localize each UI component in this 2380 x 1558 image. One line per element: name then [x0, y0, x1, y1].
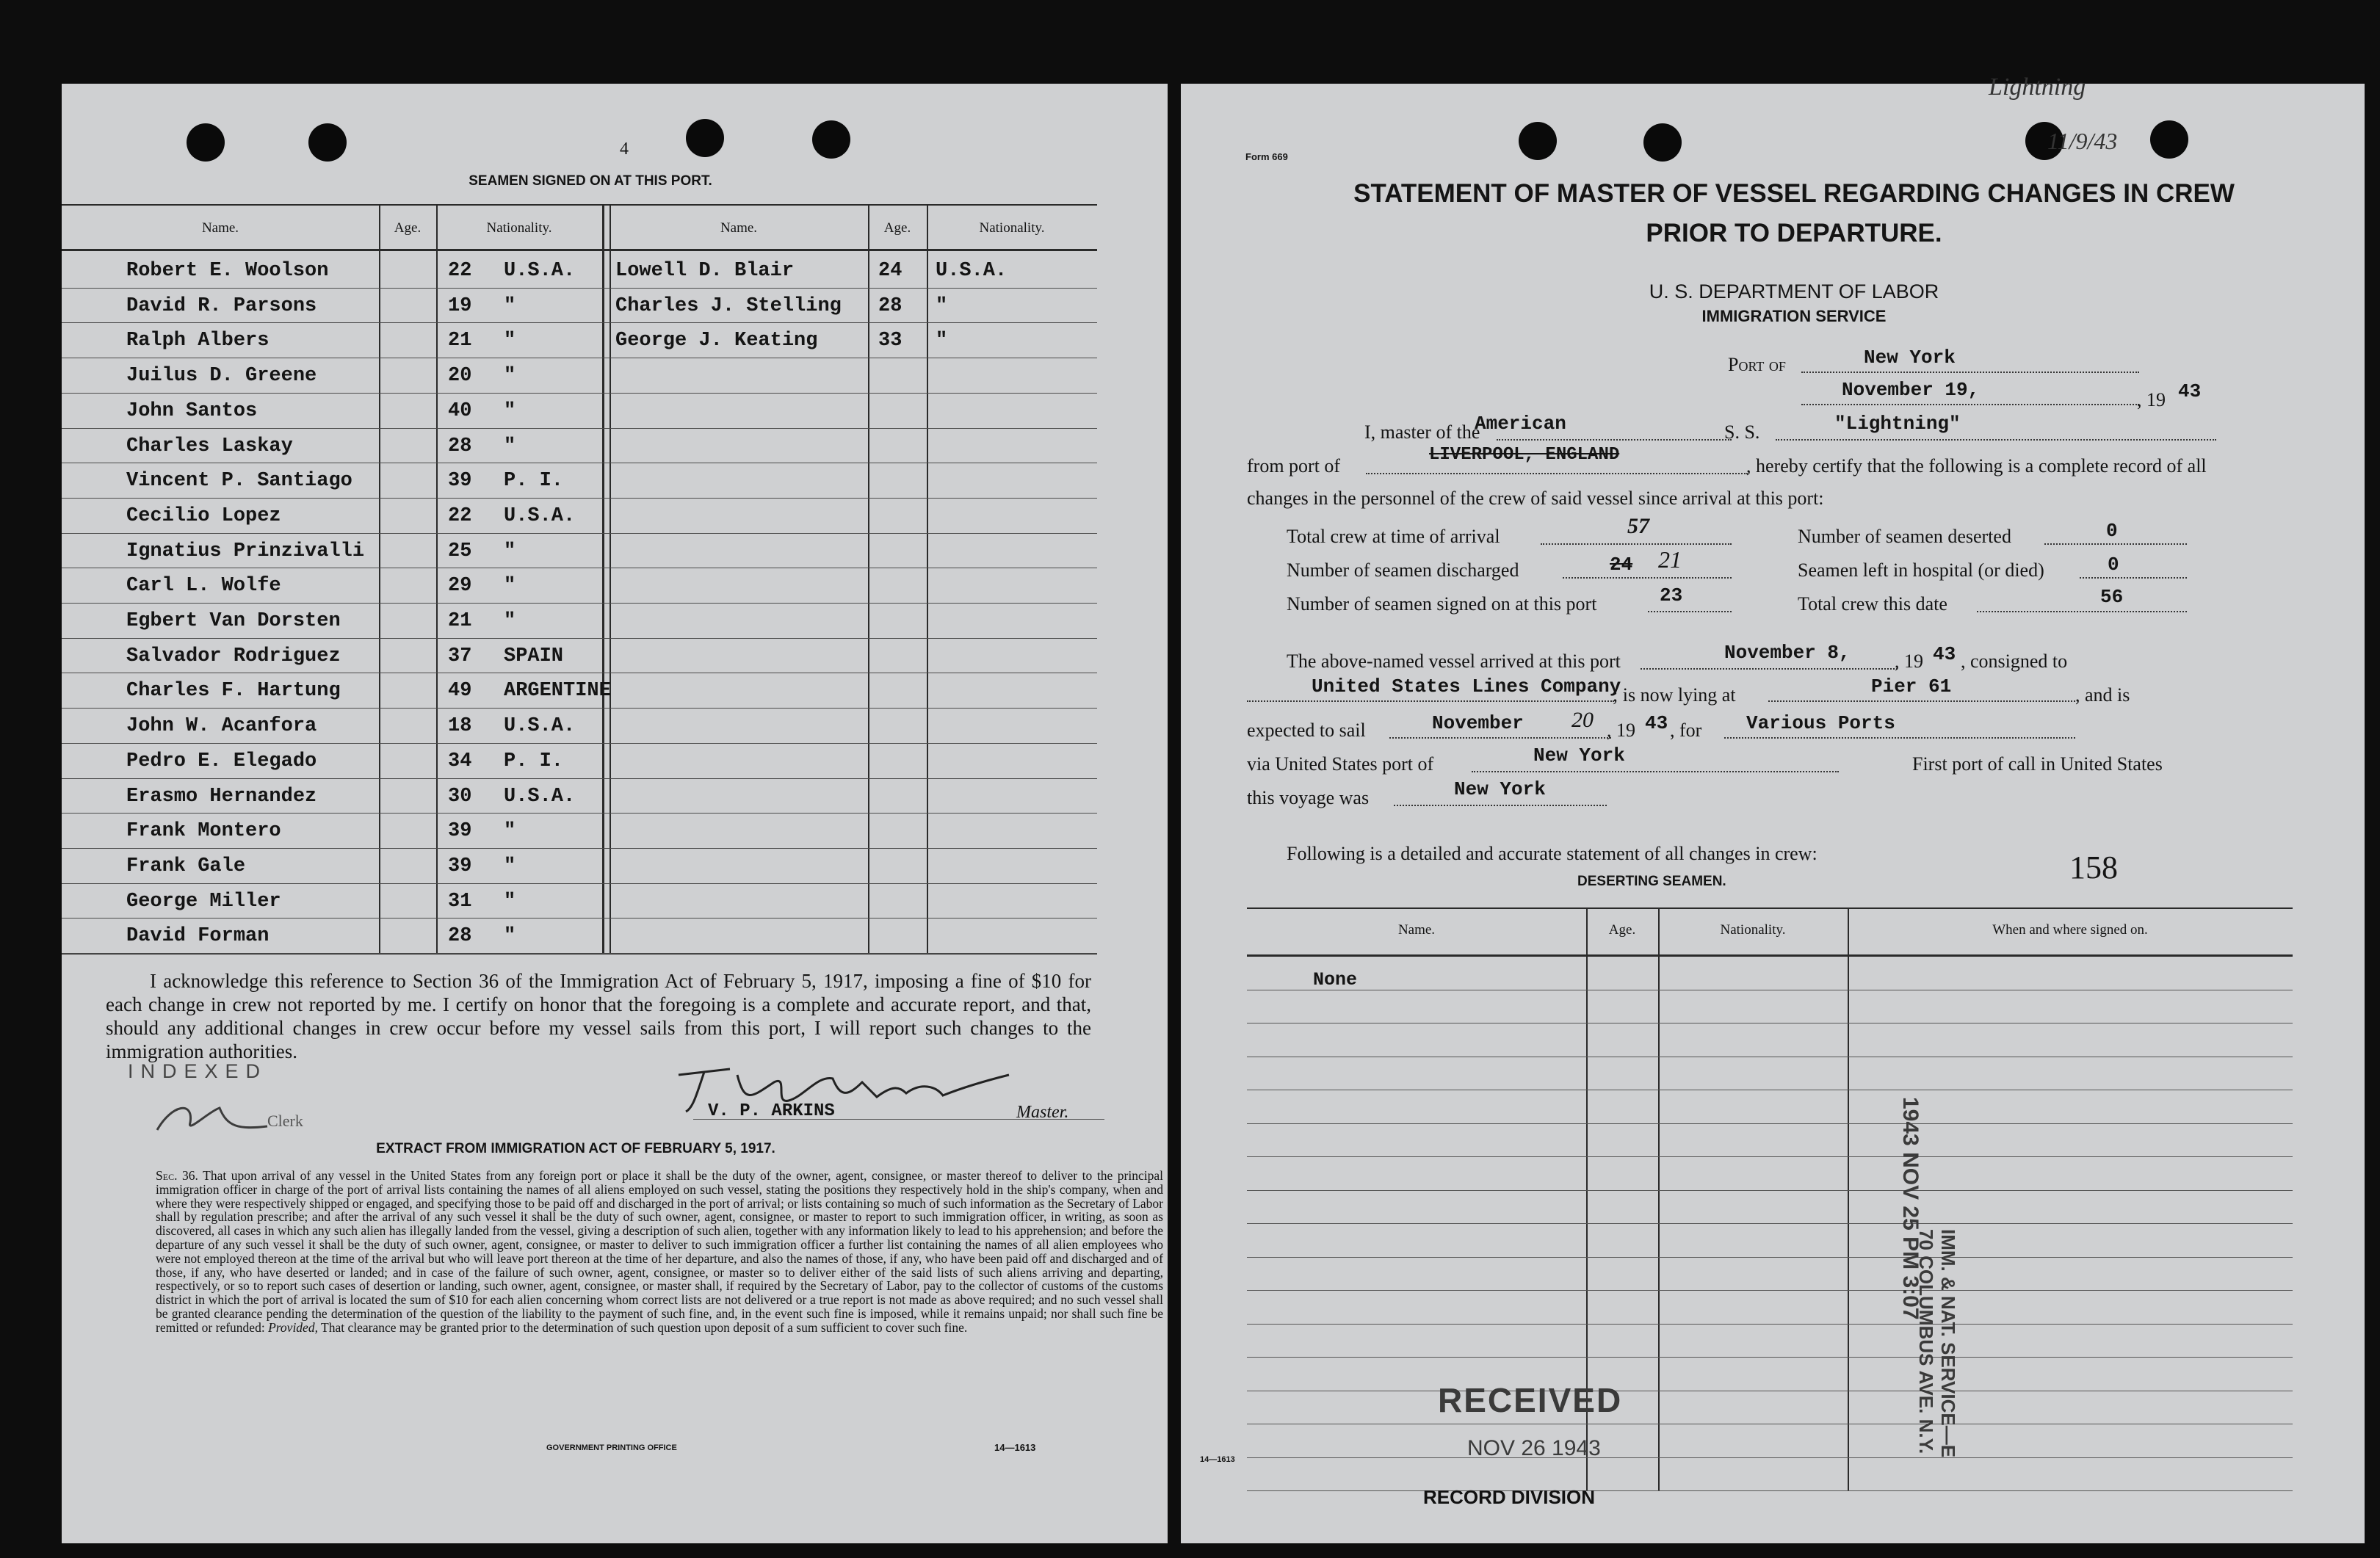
seaman-name: Charles J. Stelling [615, 294, 842, 317]
col-header-nationality: Nationality. [486, 220, 552, 236]
seaman-age: 25 [448, 540, 472, 562]
seaman-nationality: " [936, 294, 948, 317]
seaman-nationality: " [504, 540, 516, 562]
desert-col-age: Age. [1608, 922, 1636, 938]
seaman-age: 19 [448, 294, 472, 317]
seaman-age: 29 [448, 575, 472, 598]
year-value: 43 [2178, 380, 2202, 402]
seaman-age: 22 [448, 504, 472, 527]
handwritten-date: 11/9/43 [2047, 128, 2118, 154]
extract-title: EXTRACT FROM IMMIGRATION ACT OF FEBRUARY 5, 1917. [376, 1141, 775, 1156]
voyage-label: this voyage was [1247, 787, 1370, 808]
seaman-name: Ralph Albers [126, 330, 270, 352]
table-title: SEAMEN SIGNED ON AT THIS PORT. [469, 173, 712, 189]
seaman-age: 39 [448, 820, 472, 843]
desert-entry: None [1313, 969, 1358, 990]
from-port-label: from port of [1247, 455, 1341, 477]
destination: Various Ports [1746, 712, 1895, 734]
deserted-value: 0 [2106, 520, 2118, 542]
for-label: , for [1670, 720, 1702, 741]
following-label: Following is a detailed and accurate statement of all changes in crew: [1287, 843, 1817, 864]
printing-office: GOVERNMENT PRINTING OFFICE [546, 1443, 677, 1452]
seaman-nationality: U.S.A. [504, 715, 576, 738]
consignee: United States Lines Company [1312, 675, 1621, 698]
seaman-nationality: SPAIN [504, 645, 564, 667]
seaman-name: Charles Laskay [126, 435, 293, 457]
deserted-label: Number of seamen deserted [1798, 526, 2011, 547]
seaman-name: Cecilio Lopez [126, 504, 281, 527]
seaman-age: 39 [448, 855, 472, 877]
discharged-correction: 21 [1658, 546, 1682, 573]
col-header-nationality: Nationality. [979, 220, 1045, 236]
seaman-name: Vincent P. Santiago [126, 470, 352, 493]
sec-label: Sec. 36. [156, 1168, 198, 1183]
seaman-name: John Santos [126, 399, 258, 422]
total-crew-date-label: Total crew this date [1798, 593, 1947, 615]
sail-date: November [1432, 712, 1524, 734]
col-header-name: Name. [720, 220, 758, 236]
seaman-age: 34 [448, 750, 472, 772]
hospital-label: Seamen left in hospital (or died) [1798, 559, 2044, 581]
seaman-nationality: " [504, 890, 516, 913]
seaman-name: David R. Parsons [126, 294, 317, 317]
from-port-value: LIVERPOOL, ENGLAND [1429, 445, 1620, 465]
datetime-stamp: 1943 NOV 25 PM 3:07 [1898, 1097, 1923, 1320]
seaman-name: Lowell D. Blair [615, 260, 795, 282]
seaman-age: 18 [448, 715, 472, 738]
col-header-age: Age. [883, 220, 911, 236]
received-date: NOV 26 1943 [1467, 1436, 1601, 1460]
punch-hole [2150, 120, 2188, 159]
discharged-label: Number of seamen discharged [1287, 559, 1519, 581]
col-header-name: Name. [201, 220, 239, 236]
seaman-nationality: U.S.A. [504, 504, 576, 527]
seaman-age: 21 [448, 330, 472, 352]
seaman-nationality: " [504, 820, 516, 843]
seaman-age: 40 [448, 399, 472, 422]
seaman-nationality: ARGENTINE [504, 680, 611, 703]
extract-section-36 [156, 1169, 1163, 1335]
port-label: Port of [1728, 354, 1786, 375]
deserting-header: DESERTING SEAMEN. [1577, 874, 1726, 889]
arrived-value: November 8, [1724, 642, 1851, 664]
seaman-nationality: " [504, 855, 516, 877]
left-page [62, 84, 1168, 1543]
seaman-age: 49 [448, 680, 472, 703]
seaman-name: Egbert Van Dorsten [126, 610, 341, 632]
stamp-line-1: IMM. & NAT. SERVICE—E [1937, 1229, 1959, 1458]
seaman-name: Salvador Rodriguez [126, 645, 341, 667]
punch-hole [686, 119, 724, 157]
consigned-label: , consigned to [1961, 651, 2068, 672]
total-crew-date: 56 [2100, 586, 2124, 608]
right-page [1181, 73, 2365, 1543]
seaman-name: Frank Montero [126, 820, 281, 843]
seaman-nationality: " [504, 365, 516, 388]
record-division: RECORD DIVISION [1423, 1486, 1596, 1508]
master-of-label: I, master of the [1364, 421, 1480, 443]
sail-year-prefix: , 19 [1607, 720, 1635, 741]
seaman-nationality: U.S.A. [936, 260, 1008, 282]
seaman-nationality: P. I. [504, 750, 564, 772]
changes-text: changes in the personnel of the crew of said vessel since arrival at this port: [1247, 488, 1824, 509]
seaman-name: George Miller [126, 890, 281, 913]
arrived-label: The above-named vessel arrived at this port [1287, 651, 1621, 672]
expected-label: expected to sail [1247, 720, 1366, 741]
desert-col-name: Name. [1397, 922, 1436, 938]
clerk-initials-signature [150, 1090, 275, 1141]
seaman-nationality: " [504, 435, 516, 457]
seaman-nationality: " [504, 610, 516, 632]
seaman-age: 21 [448, 610, 472, 632]
seaman-age: 30 [448, 785, 472, 808]
seaman-age: 24 [878, 260, 903, 282]
seaman-age: 39 [448, 470, 472, 493]
sail-year: 43 [1645, 712, 1668, 734]
seaman-nationality: U.S.A. [504, 260, 576, 282]
and-is: , and is [2075, 684, 2130, 706]
page-number: 4 [620, 140, 629, 159]
form-number: Form 669 [1245, 151, 1288, 162]
first-port-label: First port of call in United States [1912, 753, 2163, 775]
seaman-name: Carl L. Wolfe [126, 575, 281, 598]
acknowledgement-text: I acknowledge this reference to Section 36 of the Immigration Act of February 5, 1917, imposing a fine of $10 for each change in crew not reported by me. I certify on honor that the foregoing is a complete and accurate report, and that, should any additional changes in crew occur before my vessel sails from this port, I will report such changes to the immigration authorities. [106, 970, 1091, 1062]
pier: Pier 61 [1871, 675, 1952, 698]
punch-hole [1519, 122, 1557, 160]
col-header-age: Age. [394, 220, 422, 236]
discharged-value: 24 [1610, 554, 1633, 576]
seaman-name: George J. Keating [615, 330, 818, 352]
seaman-nationality: " [936, 330, 948, 352]
vessel-name: "Lightning" [1834, 413, 1961, 435]
form-title-line2: PRIOR TO DEPARTURE. [1646, 219, 1942, 247]
first-port: New York [1454, 778, 1546, 800]
form-code: 14—1613 [994, 1442, 1036, 1453]
seaman-nationality: " [504, 330, 516, 352]
clerk-label: Clerk [267, 1112, 303, 1130]
seaman-age: 22 [448, 260, 472, 282]
proviso-label: Provided, [268, 1319, 318, 1335]
seaman-name: Charles F. Hartung [126, 680, 341, 703]
total-crew-arrival: 57 [1627, 514, 1649, 538]
hospital-value: 0 [2108, 554, 2119, 576]
seaman-nationality: " [504, 575, 516, 598]
form-code: 14—1613 [1200, 1455, 1235, 1464]
extract-text: That upon arrival of any vessel in the United States from any foreign port or place it shall be the duty of the owner, agent, consignee, or master thereof to deliver to the principal immigration officer in charge of the port of arrival lists containing the names of all aliens employed on such vessel, stating the positions they respectively hold in the ship's company, when and where they were respectively shipped or engaged, and specifying those to be paid off and discharged in the port of arrival; or lists containing so much of such information as the Secretary of Labor shall by regulation prescribe; and after the arrival of any such vessel it shall be the duty of such owner, agent, consignee, or master to report to such immigration officer, in writing, as soon as discovered, all cases in which any such alien has illegally landed from the vessel, giving a description of such alien, together with any information likely to lead to his apprehension; and before the departure of any such vessel it shall be the duty of such owner, agent, consignee, or master to deliver to such immigration officer a further list containing the names of all alien employees who were not employed thereon at the time of the arrival but who will leave port thereon at the time of her departure, and also the names of those, if any, who have been paid off and discharged and of those, if any, who have deserted or landed; and in case of the failure of such owner, agent, consignee, or master so to deliver either of the said lists of such aliens arriving and departing, respectively, or so to report such cases of desertion or landing, such owner, agent, consignee, or master shall, if required by the Secretary of Labor, pay to the collector of customs of the customs district in which the port of arrival is located the sum of $10 for each alien concerning whom correct lists are not delivered or a true report is not made as above required; and no such vessel shall be granted clearance pending the determination of the question of the liability to the payment of such fine, and, in the event such fine is imposed, while it remains unpaid; nor shall such fine be remitted or refunded: [156, 1168, 1163, 1335]
certify-text: , hereby certify that the following is a complete record of all [1746, 455, 2207, 477]
lying-label: ; is now lying at [1613, 684, 1736, 706]
seaman-name: Erasmo Hernandez [126, 785, 317, 808]
document-number: 158 [2069, 849, 2118, 885]
via-label: via United States port of [1247, 753, 1434, 775]
seaman-nationality: U.S.A. [504, 785, 576, 808]
proviso-text: That clearance may be granted prior to the determination of such question upon deposit of a sum sufficient to cover such fine. [321, 1319, 968, 1335]
service: IMMIGRATION SERVICE [1701, 307, 1887, 325]
seaman-age: 20 [448, 365, 472, 388]
seaman-name: Robert E. Woolson [126, 260, 329, 282]
seaman-age: 33 [878, 330, 903, 352]
signed-on-value: 23 [1660, 584, 1683, 606]
via-port: New York [1533, 744, 1625, 767]
desert-col-signed-on: When and where signed on. [1992, 922, 2148, 938]
seaman-name: John W. Acanfora [126, 715, 317, 738]
seaman-nationality: P. I. [504, 470, 564, 493]
arrived-year-prefix: , 19 [1895, 651, 1923, 672]
seaman-nationality: " [504, 925, 516, 948]
form-title-line1: STATEMENT OF MASTER OF VESSEL REGARDING CHANGES IN CREW [1353, 179, 2235, 208]
seaman-age: 28 [448, 435, 472, 457]
year-prefix: , 19 [2137, 389, 2166, 410]
port-value: New York [1864, 347, 1956, 369]
punch-hole [187, 123, 225, 162]
ss-label: S. S. [1724, 421, 1760, 443]
seaman-name: Frank Gale [126, 855, 246, 877]
master-label: Master. [1016, 1103, 1069, 1122]
signed-on-label: Number of seamen signed on at this port [1287, 593, 1597, 615]
date-value: November 19, [1842, 379, 1980, 401]
punch-hole [308, 123, 347, 162]
seaman-age: 28 [448, 925, 472, 948]
seaman-name: Pedro E. Elegado [126, 750, 317, 772]
total-crew-arrival-label: Total crew at time of arrival [1287, 526, 1500, 547]
seaman-name: David Forman [126, 925, 270, 948]
department: U. S. DEPARTMENT OF LABOR [1649, 280, 1939, 302]
master-name: V. P. ARKINS [708, 1101, 835, 1121]
handwritten-annotation: Lightning [1989, 73, 2086, 101]
seaman-age: 37 [448, 645, 472, 667]
indexed-stamp: INDEXED [128, 1060, 268, 1082]
seaman-age: 28 [878, 294, 903, 317]
punch-hole [1643, 123, 1682, 162]
arrived-year: 43 [1933, 643, 1956, 665]
received-stamp: RECEIVED [1438, 1381, 1623, 1419]
desert-col-nationality: Nationality. [1720, 922, 1786, 938]
vessel-nationality: American [1475, 413, 1566, 435]
stamp-line-2: 70 COLUMBUS AVE. N.Y. [1915, 1229, 1937, 1454]
seaman-nationality: " [504, 294, 516, 317]
punch-hole [812, 120, 850, 159]
sail-day: 20 [1571, 708, 1594, 732]
seaman-age: 31 [448, 890, 472, 913]
seaman-name: Juilus D. Greene [126, 365, 317, 388]
seaman-nationality: " [504, 399, 516, 422]
seaman-name: Ignatius Prinzivalli [126, 540, 365, 562]
